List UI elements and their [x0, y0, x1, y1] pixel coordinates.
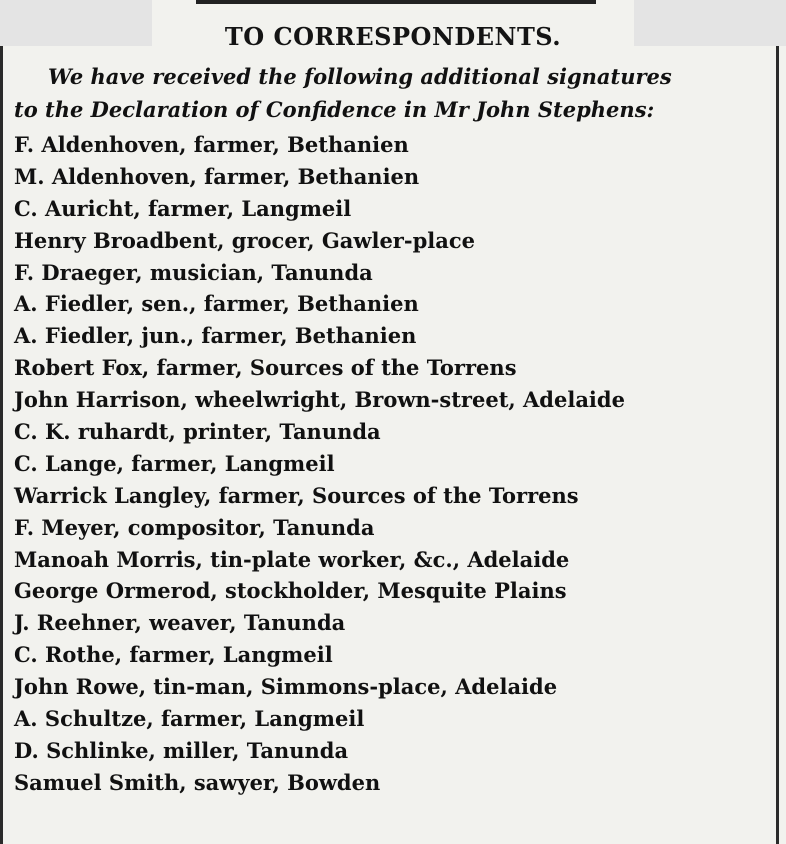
signature-entry: J. Reehner, weaver, Tanunda — [14, 610, 346, 636]
column-right-rule — [776, 46, 779, 844]
signature-entry: Henry Broadbent, grocer, Gawler-place — [14, 227, 476, 253]
signature-entry: M. Aldenhoven, farmer, Bethanien — [14, 163, 420, 189]
signature-entry: C. Auricht, farmer, Langmeil — [14, 195, 352, 221]
signature-entry: F. Aldenhoven, farmer, Bethanien — [14, 132, 409, 157]
signature-entry: A. Fiedler, jun., farmer, Bethanien — [14, 323, 417, 349]
intro-paragraph — [14, 60, 774, 126]
signature-entry: John Rowe, tin-man, Simmons-place, Adelaide — [14, 674, 558, 700]
signature-entry: Warrick Langley, farmer, Sources of the Torrens — [14, 482, 579, 508]
signature-list — [14, 129, 774, 799]
signature-entry: F. Draeger, musician, Tanunda — [14, 259, 373, 285]
intro-line-2: to the Declaration of Confidence in Mr John Stephens: — [14, 97, 655, 122]
intro-line-1: We have received the following additional signatures — [48, 64, 672, 89]
signature-entry: C. K. ruhardt, printer, Tanunda — [14, 419, 381, 445]
signature-entry: D. Schlinke, miller, Tanunda — [14, 737, 349, 763]
section-heading: TO CORRESPONDENTS. — [224, 22, 562, 51]
signature-entry: John Harrison, wheelwright, Brown-street, Adelaide — [14, 387, 625, 413]
signature-entry: Samuel Smith, sawyer, Bowden — [14, 769, 381, 795]
signature-entry: F. Meyer, compositor, Tanunda — [14, 514, 375, 540]
signature-entry: A. Fiedler, sen., farmer, Bethanien — [14, 291, 419, 317]
signature-entry: C. Lange, farmer, Langmeil — [14, 450, 335, 476]
signature-entry: George Ormerod, stockholder, Mesquite Plains — [14, 578, 567, 604]
column-top-rule — [196, 0, 596, 4]
signature-entry: Robert Fox, farmer, Sources of the Torrens — [14, 355, 517, 381]
signature-entry: C. Rothe, farmer, Langmeil — [14, 642, 333, 668]
column-left-rule — [0, 46, 3, 844]
signature-entry: Manoah Morris, tin-plate worker, &c., Adelaide — [14, 546, 570, 572]
signature-entry: A. Schultze, farmer, Langmeil — [14, 706, 365, 732]
